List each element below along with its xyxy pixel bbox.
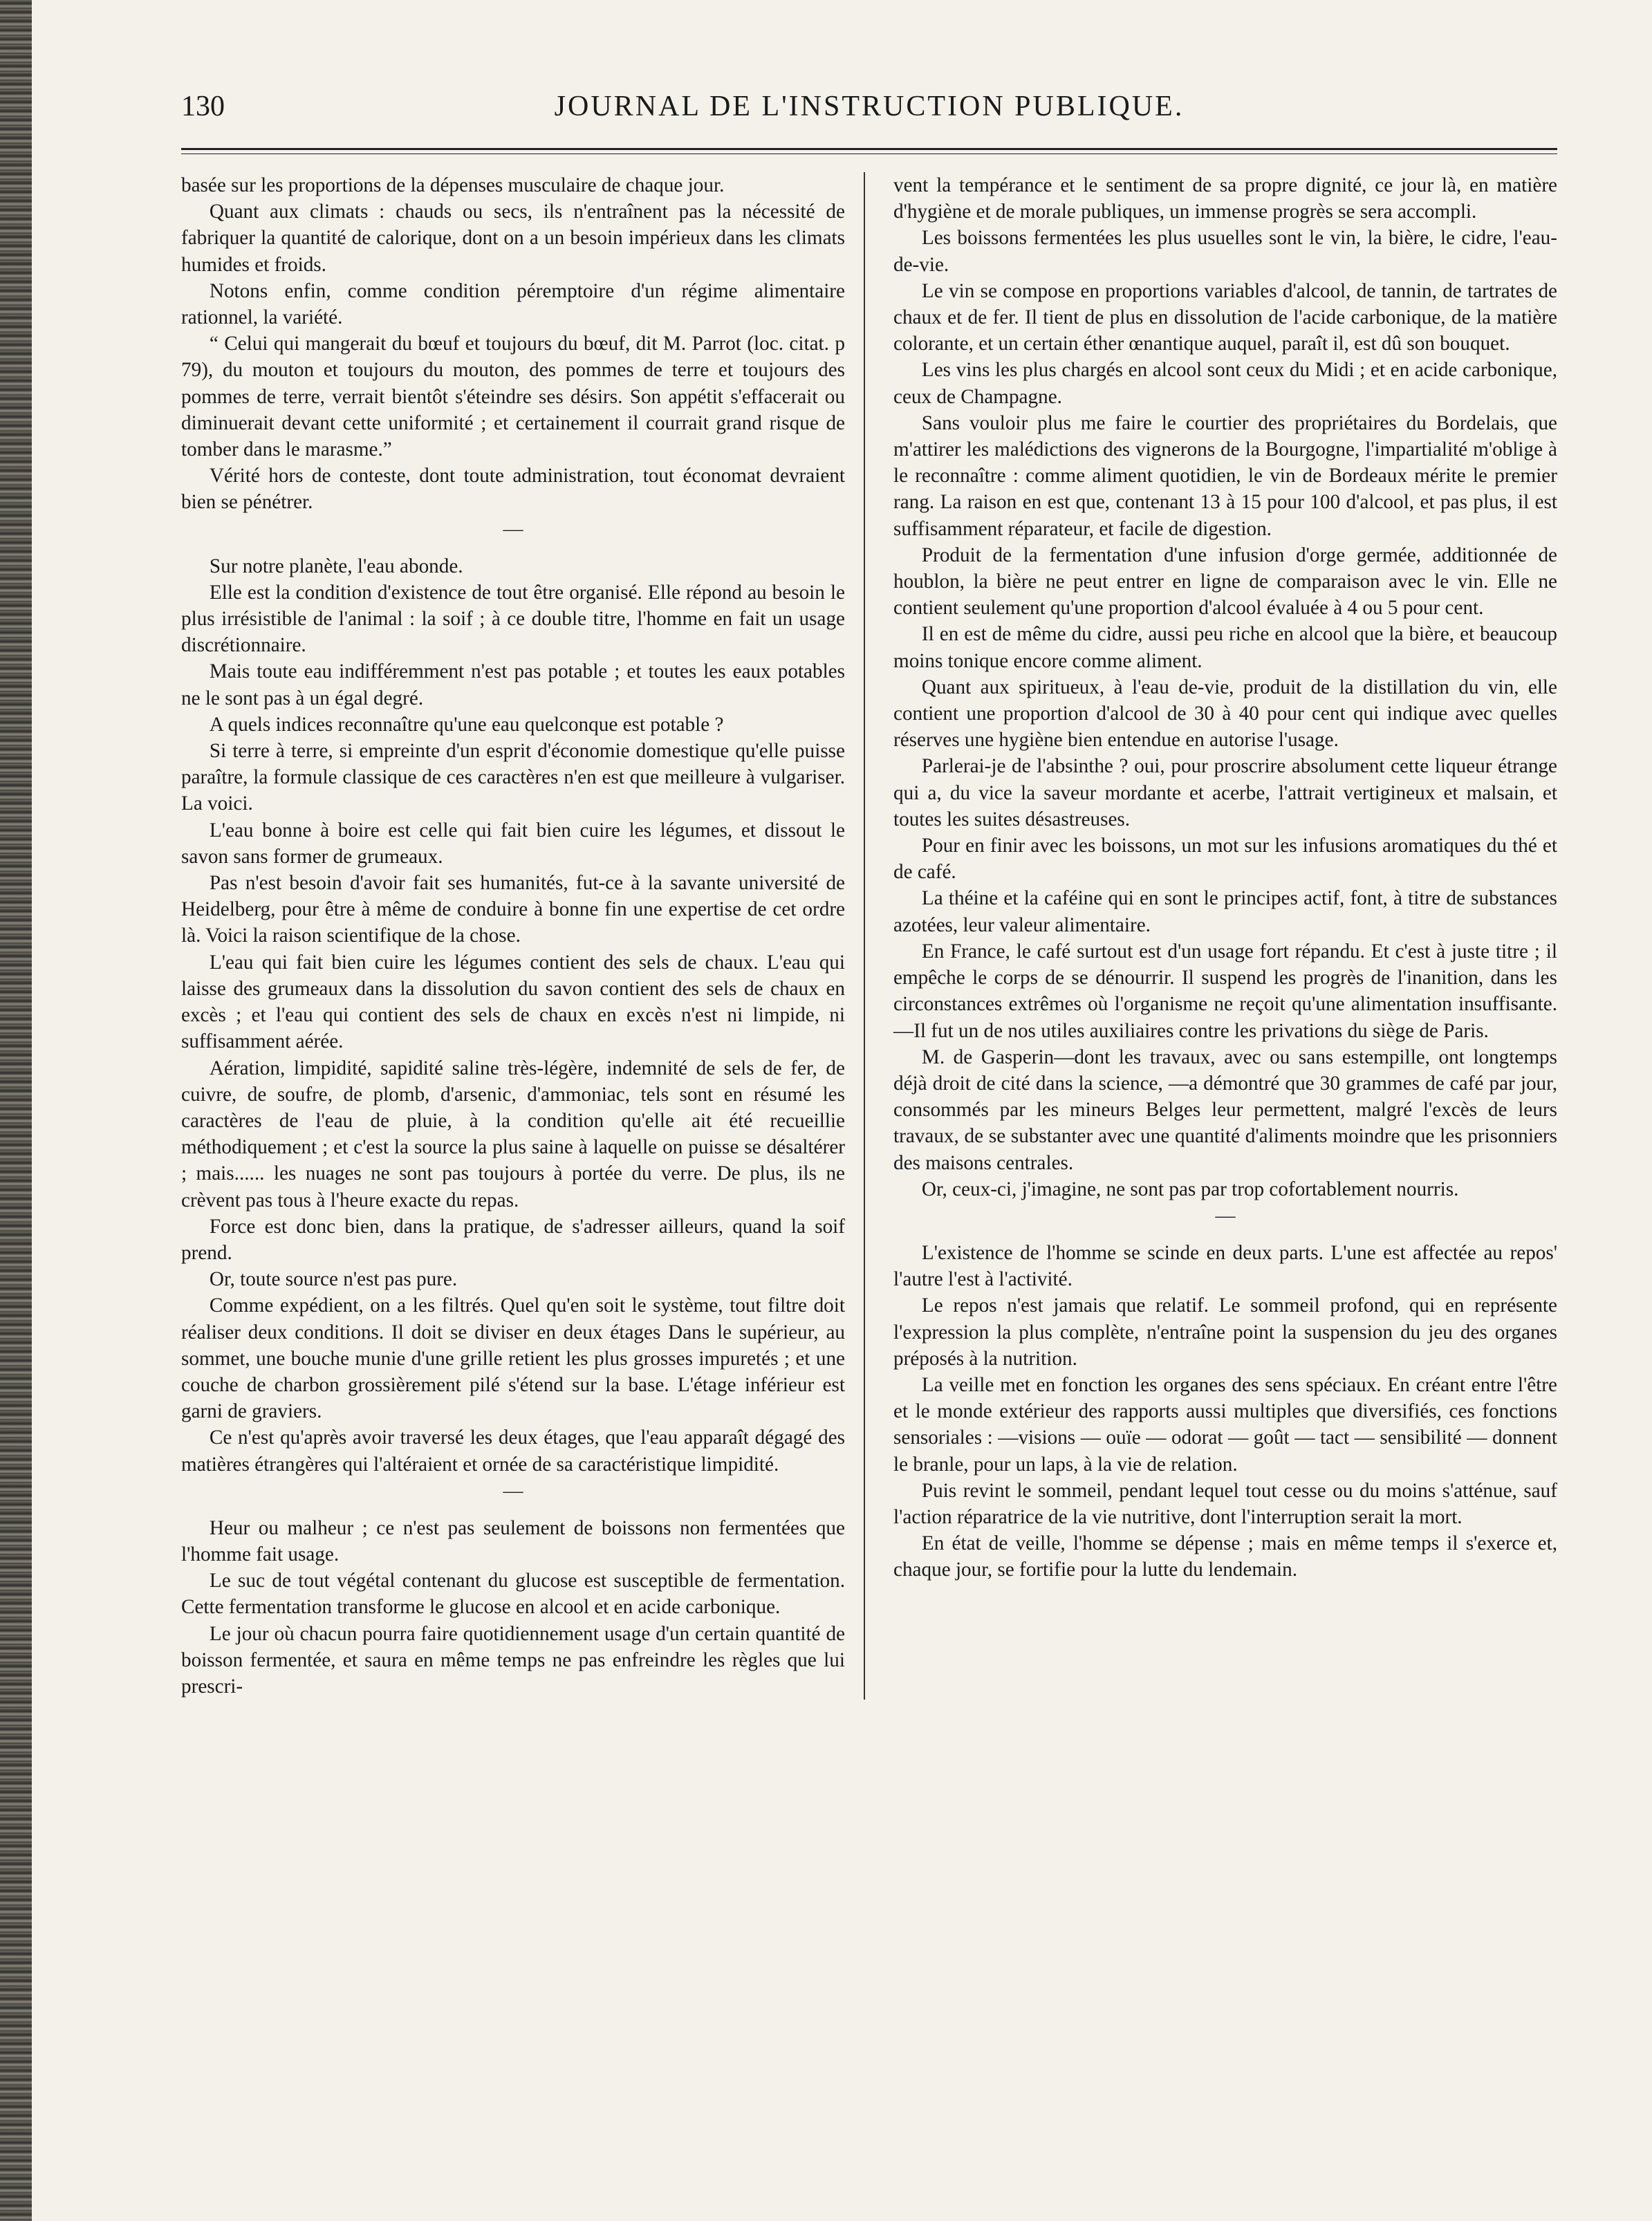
paragraph: Comme expédient, on a les filtrés. Quel qu'en soit le système, tout filtre doit réaliser deux conditions. Il doit se diviser en deux étages Dans le supérieur, au sommet, une bouche munie d'une grille retient les plus grosses impuretés ; et une couche de charbon grossièrement pilé s'étend sur la base. L'étage inférieur est garni de graviers. <box>181 1294 845 1423</box>
paragraph: Les vins les plus chargés en alcool sont ceux du Midi ; et en acide carbonique, ceux de Champagne. <box>893 359 1557 408</box>
column-left <box>181 172 845 1700</box>
paragraph: Quant aux climats : chauds ou secs, ils n'entraînent pas la nécessité de fabriquer la quantité de calorique, dont on a un besoin impérieux dans les climats humides et froids. <box>181 201 845 276</box>
paragraph: L'eau qui fait bien cuire les légumes contient des sels de chaux. L'eau qui laisse des grumeaux dans la dissolution du savon contient des sels de chaux en excès ; et l'eau qui contient des sels de chaux en excès n'est ni limpide, ni suffisamment aérée. <box>181 951 845 1053</box>
paragraph: A quels indices reconnaître qu'une eau quelconque est potable ? <box>209 713 724 736</box>
paragraph: Le vin se compose en proportions variables d'alcool, de tannin, de tartrates de chaux et de fer. Il tient de plus en dissolution de l'acide carbonique, de la matière colorante, et un certain éther œnantique auquel, paraît il, est dû son bouquet. <box>893 279 1557 355</box>
journal-title: JOURNAL DE L'INSTRUCTION PUBLIQUE. <box>554 91 1185 122</box>
paragraph: En France, le café surtout est d'un usage fort répandu. Et c'est à juste titre ; il empêche le corps de se dénourrir. Il suspend les progrès de l'inanition, dans les circonstances extrêmes où l'organisme ne reçoit qu'une alimentation insuffisante. —Il fut un de nos utiles auxiliaires contre les privations du siège de Paris. <box>893 940 1557 1042</box>
paragraph: Or, ceux-ci, j'imagine, ne sont pas par trop cofortablement nourris. <box>921 1178 1459 1200</box>
paragraph: La veille met en fonction les organes des sens spéciaux. En créant entre l'être et le monde extérieur des rapports aussi multiples que diversifiés, ces fonctions sensoriales : —visions — ouïe — odorat — goût — tact — sensibilité — donnent le branle, pour un laps, à la vie de relation. <box>893 1373 1557 1476</box>
paragraph: Pour en finir avec les boissons, un mot sur les infusions aromatiques du thé et de café. <box>893 835 1557 884</box>
paragraph: Les boissons fermentées les plus usuelles sont le vin, la bière, le cidre, l'eau-de-vie. <box>893 227 1557 276</box>
newspaper-page <box>181 83 1557 2185</box>
paragraph: Notons enfin, comme condition péremptoire d'un régime alimentaire rationnel, la variété. <box>181 279 845 329</box>
paragraph: La théine et la caféine qui en sont le principes actif, font, à titre de substances azotées, leur valeur alimentaire. <box>893 887 1557 936</box>
paragraph: Sur notre planète, l'eau abonde. <box>209 555 463 577</box>
paragraph: Produit de la fermentation d'une infusion d'orge germée, additionnée de houblon, la bière ne peut entrer en ligne de comparaison avec le vin. Elle ne contient seulement qu'une proportion d'alcool évaluée à 4 ou 5 pour cent. <box>893 543 1557 620</box>
paragraph: vent la tempérance et le sentiment de sa propre dignité, ce jour là, en matière d'hygiène et de morale publiques, un immense progrès se sera accompli. <box>893 174 1557 223</box>
paragraph: basée sur les proportions de la dépenses musculaire de chaque jour. <box>181 174 725 196</box>
section-separator: — <box>1215 1204 1236 1227</box>
paragraph: Aération, limpidité, sapidité saline très-légère, indemnité de sels de fer, de cuivre, de soufre, de plomb, d'arsenic, d'ammoniac, tels sont en résumé les caractères de l'eau de pluie, à la condition qu'elle ait été recueillie méthodiquement ; et c'est la source la plus saine à laquelle on puisse se désaltérer ; mais...... les nuages ne sont pas toujours à portée du verre. De plus, ils ne crèvent pas tous à l'heure exacte du repas. <box>181 1057 845 1211</box>
paragraph: En état de veille, l'homme se dépense ; mais en même temps il s'exerce et, chaque jour, se fortifie pour la lutte du lendemain. <box>893 1532 1557 1581</box>
section-separator: — <box>503 517 523 540</box>
paragraph: “ Celui qui mangerait du bœuf et toujours du bœuf, dit M. Parrot (loc. citat. p 79), du mouton et toujours du mouton, des pommes de terre et toujours des pommes de terre, verrait bientôt s'éteindre ses désirs. Son appétit s'effacerait ou diminuerait devant cette uniformité ; et certainement il courrait grand risque de tomber dans le marasme.” <box>181 333 845 461</box>
paragraph: Si terre à terre, si empreinte d'un esprit d'économie domestique qu'elle puisse paraître, la formule classique de ces caractères n'en est que meilleure à vulgariser. La voici. <box>181 740 845 815</box>
page-header <box>181 83 1557 138</box>
paragraph: Force est donc bien, dans la pratique, de s'adresser ailleurs, quand la soif prend. <box>181 1215 845 1264</box>
paragraph: Pas n'est besoin d'avoir fait ses humanités, fut-ce à la savante université de Heidelberg, pour être à même de conduire à bonne fin une expertise de cet ordre là. Voici la raison scientifique de la chose. <box>181 872 845 947</box>
page-binding-edge <box>0 0 32 2221</box>
paragraph: Or, toute source n'est pas pure. <box>209 1268 458 1291</box>
column-divider <box>864 172 865 1700</box>
paragraph: M. de Gasperin—dont les travaux, avec ou sans estempille, ont longtemps déjà droit de cité dans la science, —a démontré que 30 grammes de café par jour, consommés par les mineurs Belges leur permettent, malgré l'excès de leurs travaux, de se substanter avec une quantité d'aliments moindre que les prisonniers des maisons centrales. <box>893 1046 1557 1174</box>
paragraph: Le jour où chacun pourra faire quotidiennement usage d'un certain quantité de boisson fermentée, et saura en même temps ne pas enfreindre les règles que lui prescri- <box>181 1622 845 1698</box>
column-right <box>893 172 1557 1700</box>
paragraph: Quant aux spiritueux, à l'eau de-vie, produit de la distillation du vin, elle contient une proportion d'alcool de 30 à 40 pour cent qui indique avec quelles réserves une hygiène bien entendue en autorise l'usage. <box>893 676 1557 752</box>
paragraph: L'eau bonne à boire est celle qui fait bien cuire les légumes, et dissout le savon sans former de grumeaux. <box>181 819 845 868</box>
paragraph: Vérité hors de conteste, dont toute administration, tout économat devraient bien se pénétrer. <box>181 465 845 514</box>
paragraph: Parlerai-je de l'absinthe ? oui, pour proscrire absolument cette liqueur étrange qui a, du vice la saveur mordante et acerbe, l'attrait vertigineux et malsain, et toutes les suites désastreuses. <box>893 755 1557 830</box>
paragraph: Elle est la condition d'existence de tout être organisé. Elle répond au besoin le plus irrésistible de l'animal : la soif ; à ce double titre, l'homme en fait un usage discrétionnaire. <box>181 581 845 657</box>
paragraph: Sans vouloir plus me faire le courtier des propriétaires du Bordelais, que m'attirer les malédictions des vignerons de la Bourgogne, l'impartialité m'oblige à le reconnaître : comme aliment quotidien, le vin de Bordeaux mérite le premier rang. La raison en est que, contenant 13 à 15 pour 100 d'alcool, et pas plus, il est suffisamment réparateur, et facile de digestion. <box>893 411 1557 540</box>
paragraph: Puis revint le sommeil, pendant lequel tout cesse ou du moins s'atténue, sauf l'action réparatrice de la vie nutritive, dont l'interruption serait la mort. <box>893 1479 1557 1528</box>
paragraph: Mais toute eau indifféremment n'est pas potable ; et toutes les eaux potables ne le sont pas à un égal degré. <box>181 660 845 709</box>
section-separator: — <box>503 1479 523 1502</box>
paragraph: Le repos n'est jamais que relatif. Le sommeil profond, qui en représente l'expression la plus complète, n'entraîne point la suspension du jeu des organes préposés à la nutrition. <box>893 1294 1557 1370</box>
page-number: 130 <box>181 91 225 122</box>
paragraph: L'existence de l'homme se scinde en deux parts. L'une est affectée au repos' l'autre l'est à l'activité. <box>893 1241 1557 1291</box>
paragraph: Il en est de même du cidre, aussi peu riche en alcool que la bière, et beaucoup moins tonique encore comme aliment. <box>893 623 1557 672</box>
paragraph: Le suc de tout végétal contenant du glucose est susceptible de fermentation. Cette fermentation transforme le glucose en alcool et en acide carbonique. <box>181 1570 845 1619</box>
text-columns <box>181 172 1557 1700</box>
paragraph: Ce n'est qu'après avoir traversé les deux étages, que l'eau apparaît dégagé des matières étrangères qui l'altéraient et ornée de sa caractéristique limpidité. <box>181 1427 845 1476</box>
paragraph: Heur ou malheur ; ce n'est pas seulement de boissons non fermentées que l'homme fait usage. <box>181 1516 845 1565</box>
header-rule <box>181 148 1557 154</box>
